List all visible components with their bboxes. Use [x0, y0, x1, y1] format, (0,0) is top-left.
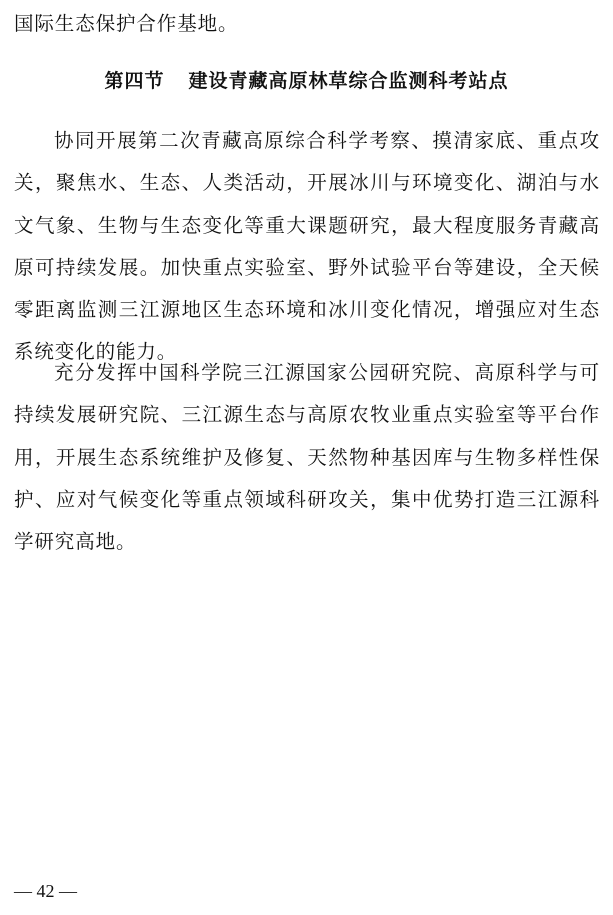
page-number: — 42 —: [14, 881, 77, 901]
section-title: 建设青藏高原林草综合监测科考站点: [188, 70, 509, 92]
body-paragraph: 充分发挥中国科学院三江源国家公园研究院、高原科学与可持续发展研究院、三江源生态与高原农牧业重点实验室等平台作用，开展生态系统维护及修复、天然物种基因库与生物多样性保护、应对气候变化等重点领域科研攻关，集中优势打造三江源科学研究高地。: [14, 361, 600, 554]
body-paragraph: 协同开展第二次青藏高原综合科学考察、摸清家底、重点攻关，聚焦水、生态、人类活动，开展冰川与环境变化、湖泊与水文气象、生物与生态变化等重大课题研究，最大程度服务青藏高原可持续发展。加快重点实验室、野外试验平台等建设，全天候零距离监测三江源地区生态环境和冰川变化情况，增强应对生态系统变化的能力。: [14, 129, 600, 364]
section-heading: [0, 69, 613, 93]
continued-text-line: 国际生态保护合作基地。: [14, 12, 239, 35]
section-number: 第四节: [104, 70, 165, 92]
